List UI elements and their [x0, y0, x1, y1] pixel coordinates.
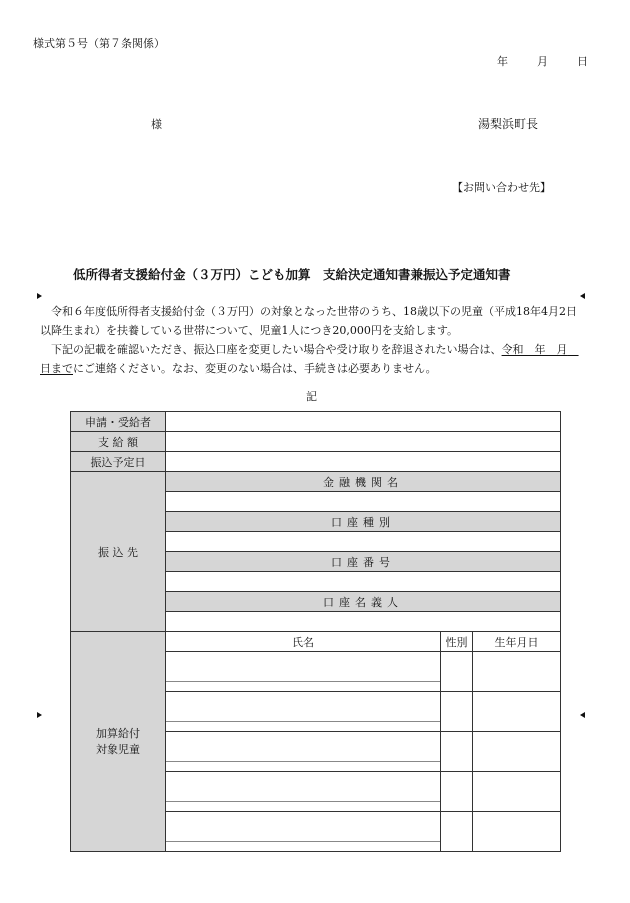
- child-birthdate-cell[interactable]: [473, 812, 561, 852]
- child-name-reading-line: [166, 702, 440, 722]
- child-birthdate-cell[interactable]: [473, 772, 561, 812]
- child-name-cell[interactable]: [166, 692, 441, 732]
- account-type-label: 口座種別: [166, 512, 561, 532]
- paragraph-instructions: [40, 341, 578, 378]
- date-line: [497, 53, 588, 69]
- date-year-label: 年: [497, 55, 508, 68]
- account-type-value[interactable]: [166, 532, 561, 552]
- bank-name-value[interactable]: [166, 492, 561, 512]
- child-birthdate-cell[interactable]: [473, 692, 561, 732]
- transfer-to-label: 振 込 先: [71, 472, 166, 632]
- date-month-label: 月: [537, 55, 548, 68]
- column-header-gender: 性別: [441, 632, 473, 652]
- child-name-cell[interactable]: [166, 772, 441, 812]
- margin-marker-right-bottom: [580, 712, 585, 718]
- child-birthdate-cell[interactable]: [473, 732, 561, 772]
- transfer-date-label: 振込予定日: [71, 452, 166, 472]
- child-gender-cell[interactable]: [441, 812, 473, 852]
- child-gender-cell[interactable]: [441, 652, 473, 692]
- column-header-name: 氏名: [166, 632, 441, 652]
- account-holder-label: 口座名義人: [166, 592, 561, 612]
- applicant-value[interactable]: [166, 412, 561, 432]
- margin-marker-right-top: [580, 293, 585, 299]
- child-birthdate-cell[interactable]: [473, 652, 561, 692]
- instructions-text-after: にご連絡ください。なお、変更のない場合は、手続きは必要ありません。: [73, 361, 437, 375]
- children-label-line2: 対象児童: [96, 742, 140, 756]
- account-number-label: 口座番号: [166, 552, 561, 572]
- form-number: 様式第５号（第７条関係）: [33, 37, 165, 50]
- date-day-label: 日: [577, 55, 588, 68]
- children-header-row: [71, 632, 561, 652]
- child-name-cell[interactable]: [166, 732, 441, 772]
- children-label-line1: 加算給付: [96, 726, 140, 740]
- child-name-cell[interactable]: [166, 652, 441, 692]
- transfer-date-value[interactable]: [166, 452, 561, 472]
- child-name-reading-line: [166, 782, 440, 802]
- child-gender-cell[interactable]: [441, 692, 473, 732]
- child-name-reading-line: [166, 742, 440, 762]
- child-name-reading-line: [166, 822, 440, 842]
- payment-details-table: [70, 411, 561, 852]
- ki-label: 記: [306, 390, 317, 403]
- paragraph-eligibility: 令和６年度低所得者支援給付金（３万円）の対象となった世帯のうち、18歳以下の児童（平成18年4月2日以降生まれ）を扶養している世帯について、児童1人につき20,000円を支給します。: [40, 305, 577, 337]
- account-number-value[interactable]: [166, 572, 561, 592]
- transfer-date-row: [71, 452, 561, 472]
- child-name-cell[interactable]: [166, 812, 441, 852]
- account-holder-value[interactable]: [166, 612, 561, 632]
- recipient-suffix: 様: [151, 118, 162, 131]
- bank-name-label: 金融機関名: [166, 472, 561, 492]
- applicant-row: [71, 412, 561, 432]
- bank-name-header-row: [71, 472, 561, 492]
- issuer-name: 湯梨浜町長: [478, 117, 539, 131]
- margin-marker-left-bottom: [37, 712, 42, 718]
- margin-marker-left-top: [37, 293, 42, 299]
- amount-label: 支 給 額: [71, 432, 166, 452]
- instructions-text-before: 下記の記載を確認いただき、振込口座を変更したい場合や受け取りを辞退されたい場合は、: [51, 343, 502, 356]
- amount-row: [71, 432, 561, 452]
- column-header-birthdate: 生年月日: [473, 632, 561, 652]
- deadline-text: 令和 年 月 日まで: [40, 343, 579, 375]
- children-label: [71, 632, 166, 852]
- amount-value[interactable]: [166, 432, 561, 452]
- child-gender-cell[interactable]: [441, 732, 473, 772]
- contact-label: 【お問い合わせ先】: [452, 181, 551, 194]
- child-name-reading-line: [166, 662, 440, 682]
- applicant-label: 申請・受給者: [71, 412, 166, 432]
- child-gender-cell[interactable]: [441, 772, 473, 812]
- document-title: 低所得者支援給付金（３万円）こども加算 支給決定通知書兼振込予定通知書: [73, 267, 511, 282]
